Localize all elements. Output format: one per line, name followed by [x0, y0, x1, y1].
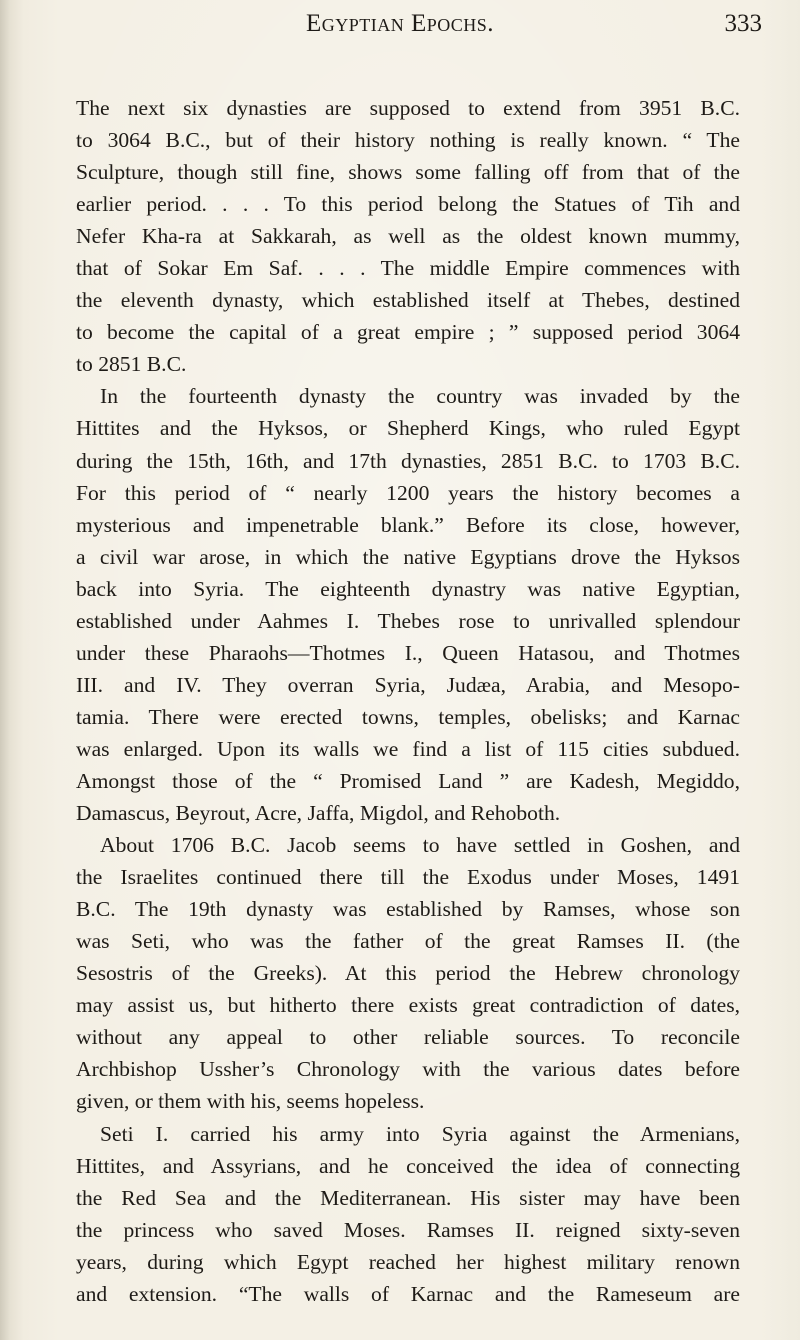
- text-line: established under Aahmes I. Thebes rose to unrivalled splendour: [76, 608, 740, 633]
- text-line: Hittites, and Assyrians, and he conceived the idea of connecting: [76, 1153, 740, 1178]
- running-head: Egyptian Epochs.: [305, 10, 495, 37]
- text-line: to 3064 B.C., but of their history nothing is really known. “ The: [76, 128, 740, 153]
- text-line: Seti I. carried his army into Syria against the Armenians,: [100, 1121, 740, 1146]
- text-line: Damascus, Beyrout, Acre, Jaffa, Migdol, and Rehoboth.: [76, 801, 561, 826]
- text-line: under these Pharaohs—Thotmes I., Queen Hatasou, and Thotmes: [76, 640, 740, 665]
- body-text: [76, 92, 740, 1310]
- text-line: during the 15th, 16th, and 17th dynasties, 2851 B.C. to 1703 B.C.: [76, 448, 740, 473]
- text-line: was enlarged. Upon its walls we find a list of 115 cities subdued.: [76, 736, 740, 761]
- text-line: years, during which Egypt reached her highest military renown: [76, 1249, 740, 1274]
- text-line: the eleventh dynasty, which established itself at Thebes, destined: [76, 288, 740, 313]
- text-line: given, or them with his, seems hopeless.: [76, 1089, 425, 1114]
- text-line: the princess who saved Moses. Ramses II. reigned sixty-seven: [76, 1217, 740, 1242]
- text-line: earlier period. . . . To this period belong the Statues of Tih and: [76, 192, 740, 217]
- text-line: For this period of “ nearly 1200 years the history becomes a: [76, 480, 740, 505]
- text-line: Amongst those of the “ Promised Land ” are Kadesh, Megiddo,: [76, 768, 740, 793]
- text-line: a civil war arose, in which the native Egyptians drove the Hyksos: [76, 544, 740, 569]
- text-line: and extension. “The walls of Karnac and the Rameseum are: [76, 1281, 740, 1306]
- text-line: Nefer Kha-ra at Sakkarah, as well as the oldest known mummy,: [76, 224, 740, 249]
- text-line: In the fourteenth dynasty the country was invaded by the: [100, 384, 740, 409]
- text-line: was Seti, who was the father of the great Ramses II. (the: [76, 929, 740, 954]
- text-line: without any appeal to other reliable sources. To reconcile: [76, 1025, 740, 1050]
- text-line: may assist us, but hitherto there exists great contradiction of dates,: [76, 993, 740, 1018]
- text-line: The next six dynasties are supposed to extend from 3951 B.C.: [76, 96, 740, 120]
- text-line: About 1706 B.C. Jacob seems to have settled in Goshen, and: [100, 833, 740, 858]
- text-line: back into Syria. The eighteenth dynastry was native Egyptian,: [76, 576, 740, 601]
- page-number: 333: [724, 10, 762, 37]
- text-line: B.C. The 19th dynasty was established by Ramses, whose son: [76, 897, 740, 922]
- text-line: the Israelites continued there till the Exodus under Moses, 1491: [76, 865, 740, 890]
- text-line: to 2851 B.C.: [76, 352, 187, 377]
- text-line: to become the capital of a great empire ; ” supposed period 3064: [76, 320, 740, 345]
- text-line: Hittites and the Hyksos, or Shepherd Kings, who ruled Egypt: [76, 416, 740, 441]
- text-line: III. and IV. They overran Syria, Judæa, Arabia, and Mesopo-: [76, 672, 740, 697]
- text-line: the Red Sea and the Mediterranean. His sister may have been: [76, 1185, 740, 1210]
- text-line: Sesostris of the Greeks). At this period the Hebrew chronology: [76, 961, 740, 986]
- text-line: that of Sokar Em Saf. . . . The middle Empire commences with: [76, 256, 740, 281]
- text-line: mysterious and impenetrable blank.” Before its close, however,: [76, 512, 740, 537]
- text-line: tamia. There were erected towns, temples, obelisks; and Karnac: [76, 704, 740, 729]
- text-line: Sculpture, though still fine, shows some falling off from that of the: [76, 160, 740, 185]
- page-header: [0, 8, 800, 48]
- text-line: Archbishop Ussher’s Chronology with the various dates before: [76, 1057, 740, 1082]
